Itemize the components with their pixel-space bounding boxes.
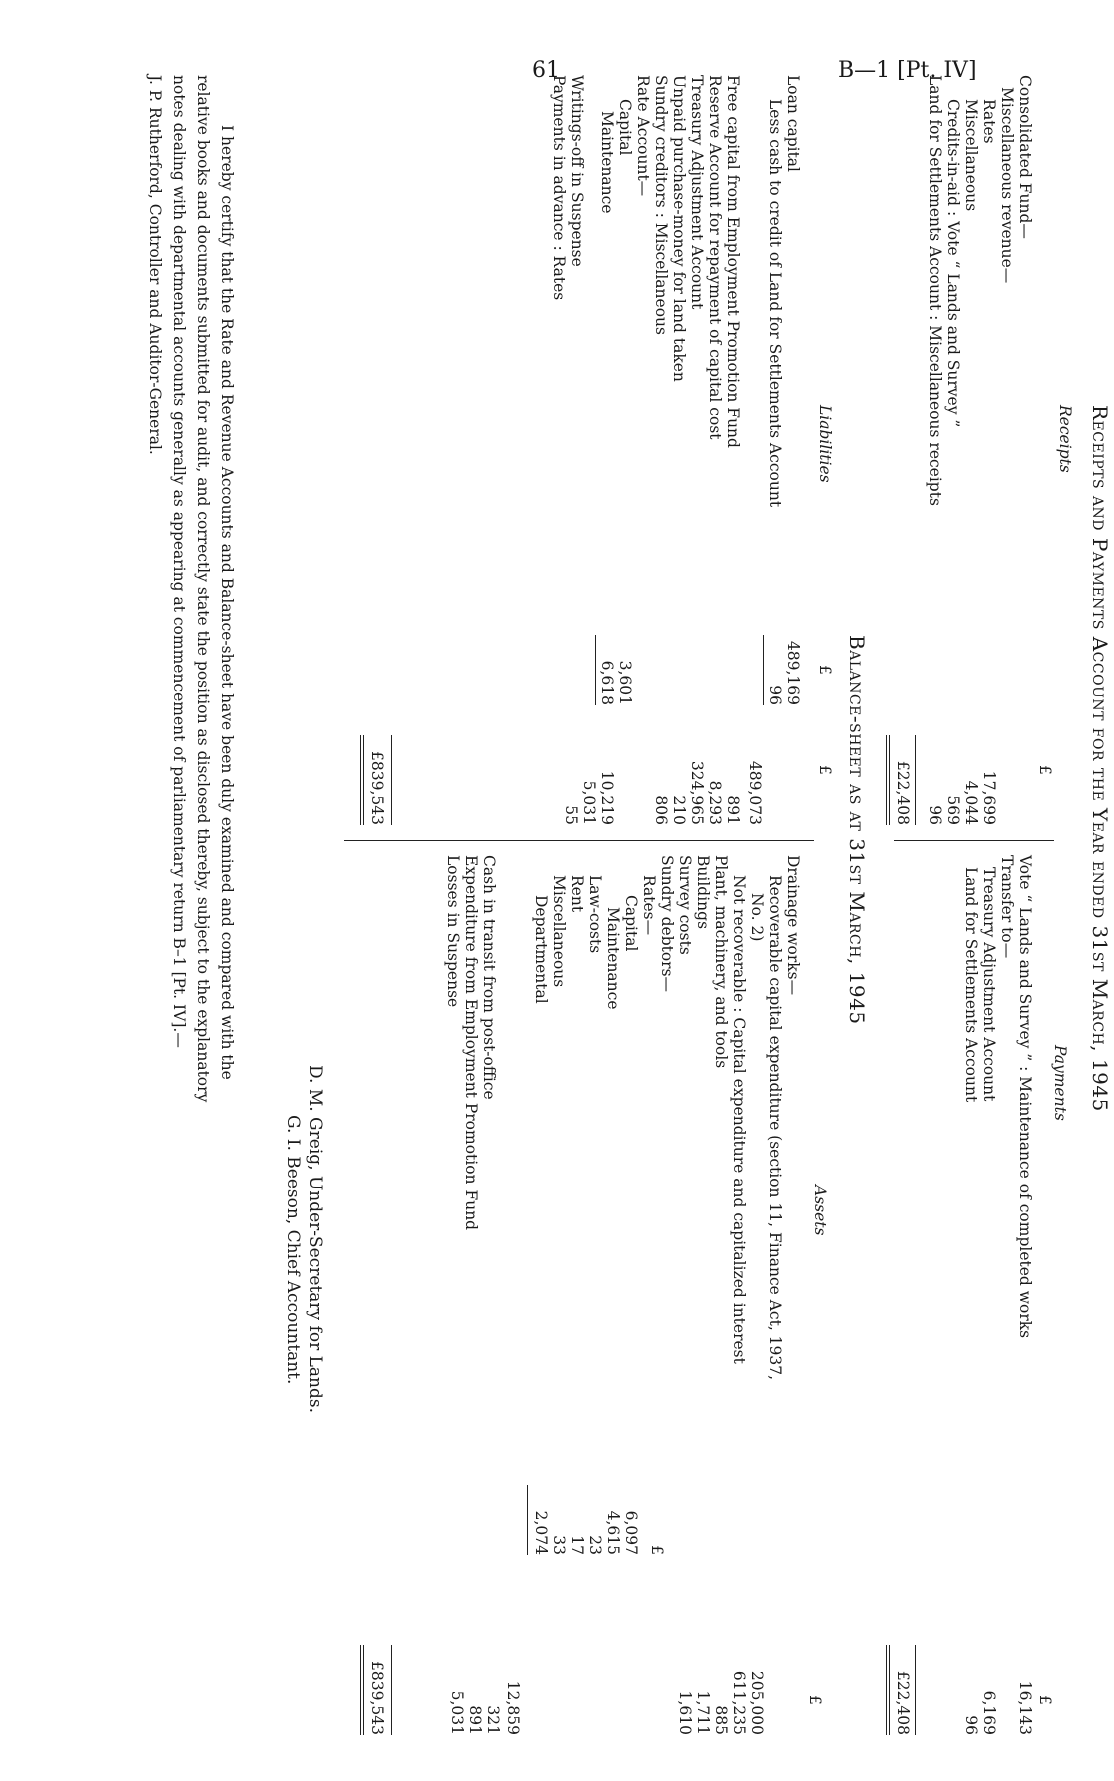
- payments-total: £22,408: [894, 1670, 912, 1735]
- audit-certificate-line: relative books and documents submitted for audit, and correctly state the position as disclosed thereby, subject to the explanatory: [194, 75, 212, 1103]
- liability-row-inner: 3,601: [616, 660, 634, 705]
- asset-row-amount: 1,610: [676, 1690, 694, 1735]
- signatory: G. I. Beeson, Chief Accountant.: [283, 1115, 303, 1385]
- liability-row-label: Unpaid purchase-money for land taken: [670, 75, 688, 382]
- liability-row-amount: 489,073: [746, 760, 764, 825]
- asset-row-amount: 891: [466, 1705, 484, 1735]
- asset-row-label: Expenditure from Employment Promotion Fund: [462, 855, 480, 1231]
- asset-row-inner: 4,615: [604, 1510, 622, 1555]
- liability-row-inner: 6,618: [598, 660, 616, 705]
- receipts-heading: Receipts: [1056, 405, 1074, 473]
- receipt-row-label: Consolidated Fund—: [1016, 75, 1034, 239]
- payment-row-label: Transfer to—: [998, 855, 1016, 959]
- audit-certificate-line: notes dealing with departmental accounts generally as appearing at commencement of parliamentary return B–1 [Pt. IV].—: [170, 75, 188, 1048]
- liability-row-label: Writings-off in Suspense: [568, 75, 586, 267]
- signatory: D. M. Greig, Under-Secretary for Lands.: [305, 1065, 325, 1413]
- liability-row-inner: 489,169: [784, 640, 802, 705]
- asset-row-amount: 1,711: [694, 1690, 712, 1735]
- page-number: 61: [532, 58, 560, 83]
- liabilities-currency: £: [816, 765, 834, 775]
- payment-row-label: Vote “ Lands and Survey ” : Maintenance of completed works: [1016, 855, 1034, 1339]
- asset-row-label: Capital: [622, 895, 640, 952]
- report-reference: B—1 [Pt. IV]: [838, 58, 977, 83]
- asset-row-inner: 6,097: [622, 1510, 640, 1555]
- asset-row-amount: 12,859: [504, 1680, 522, 1735]
- asset-row-label: Recoverable capital expenditure (section 11, Finance Act, 1937,: [766, 875, 784, 1381]
- receipts-payments-title: Receipts and Payments Account for the Year ended 31st March, 1945: [1088, 405, 1112, 1112]
- receipt-row-amount: 17,699: [980, 770, 998, 825]
- liabilities-heading: Liabilities: [816, 405, 834, 483]
- receipt-row-label: Credits-in-aid : Vote “ Lands and Survey ”: [944, 99, 962, 428]
- payment-row-label: Treasury Adjustment Account: [980, 867, 998, 1102]
- liability-row-label: Less cash to credit of Land for Settlements Account: [766, 99, 784, 508]
- payments-currency: £: [1036, 1695, 1054, 1705]
- liability-row-label: Capital: [616, 99, 634, 156]
- asset-row-label: Losses in Suspense: [444, 855, 462, 1008]
- receipts-total: £22,408: [894, 760, 912, 825]
- liabilities-total: £839,543: [368, 751, 386, 825]
- liability-row-label: Rate Account—: [634, 75, 652, 197]
- liability-row-label: Sundry creditors : Miscellaneous: [652, 75, 670, 335]
- asset-row-amount: 5,031: [448, 1690, 466, 1735]
- payment-row-label: Land for Settlements Account: [962, 867, 980, 1103]
- asset-row-label: Drainage works—: [784, 855, 802, 996]
- receipt-row-label: Land for Settlements Account : Miscellaneous receipts: [926, 75, 944, 506]
- receipt-row-label: Miscellaneous revenue—: [998, 87, 1016, 284]
- asset-row-label: Departmental: [532, 895, 550, 1004]
- liability-row-amount: 55: [562, 805, 580, 825]
- assets-heading: Assets: [811, 1185, 829, 1236]
- asset-row-label: Law-costs: [586, 875, 604, 954]
- asset-row-amount: 611,235: [730, 1670, 748, 1735]
- audit-certificate-line: I hereby certify that the Rate and Revenue Accounts and Balance-sheet have been duly examined and compared with the: [218, 125, 236, 1080]
- asset-row-label: Miscellaneous: [550, 875, 568, 988]
- asset-row-label: Sundry debtors—: [658, 855, 676, 993]
- assets-total: £839,543: [368, 1661, 386, 1735]
- liability-row-amount: 806: [652, 795, 670, 825]
- liability-row-label: Treasury Adjustment Account: [688, 75, 706, 310]
- audit-certificate-line: J. P. Rutherford, Controller and Auditor-General.: [146, 75, 164, 455]
- asset-row-inner: 17: [568, 1535, 586, 1555]
- liability-row-amount: 891: [724, 795, 742, 825]
- liability-row-label: Maintenance: [598, 111, 616, 214]
- balance-sheet-title: Balance-sheet as at 31st March, 1945: [845, 635, 869, 1025]
- liability-row-label: Reserve Account for repayment of capital cost: [706, 75, 724, 440]
- assets-currency: £: [806, 1695, 824, 1705]
- liability-row-amount: 8,293: [706, 780, 724, 825]
- liability-row-amount: 10,219: [598, 770, 616, 825]
- receipt-row-amount: 4,044: [962, 780, 980, 825]
- liability-row-label: Payments in advance : Rates: [550, 75, 568, 301]
- payment-row-amount: 16,143: [1016, 1680, 1034, 1735]
- asset-row-inner: 2,074: [532, 1510, 550, 1555]
- asset-row-label: Buildings: [694, 855, 712, 930]
- asset-row-label: Cash in transit from post-office: [480, 855, 498, 1100]
- receipt-row-amount: 96: [926, 805, 944, 825]
- liability-row-inner: 96: [766, 685, 784, 705]
- asset-row-inner: 33: [550, 1535, 568, 1555]
- asset-row-amount: 321: [484, 1705, 502, 1735]
- payment-row-amount: 6,169: [980, 1690, 998, 1735]
- liabilities-inner-currency: £: [816, 665, 834, 675]
- rotated-content: [74, 75, 1114, 1755]
- liability-row-amount: 324,965: [688, 760, 706, 825]
- asset-row-label: Plant, machinery, and tools: [712, 855, 730, 1069]
- receipts-currency: £: [1036, 765, 1054, 775]
- asset-row-label: Rates—: [640, 875, 658, 936]
- liability-row-amount: 5,031: [580, 780, 598, 825]
- asset-row-inner: 23: [586, 1535, 604, 1555]
- asset-row-amount: 205,000: [748, 1670, 766, 1735]
- asset-row-label: Survey costs: [676, 855, 694, 955]
- receipt-row-amount: 569: [944, 795, 962, 825]
- liability-row-label: Loan capital: [784, 75, 802, 173]
- liability-row-amount: 210: [670, 795, 688, 825]
- asset-row-amount: 885: [712, 1705, 730, 1735]
- asset-row-label: Maintenance: [604, 907, 622, 1010]
- payments-heading: Payments: [1051, 1045, 1069, 1121]
- receipt-row-label: Rates: [980, 99, 998, 144]
- asset-row-label: No. 2): [748, 893, 766, 942]
- receipt-row-label: Miscellaneous: [962, 99, 980, 212]
- payment-row-amount: 96: [962, 1715, 980, 1735]
- liability-row-label: Free capital from Employment Promotion Fund: [724, 75, 742, 448]
- asset-row-label: Rent: [568, 875, 586, 913]
- asset-row-inner: £: [648, 1545, 666, 1555]
- asset-row-label: Not recoverable : Capital expenditure and capitalized interest: [730, 875, 748, 1364]
